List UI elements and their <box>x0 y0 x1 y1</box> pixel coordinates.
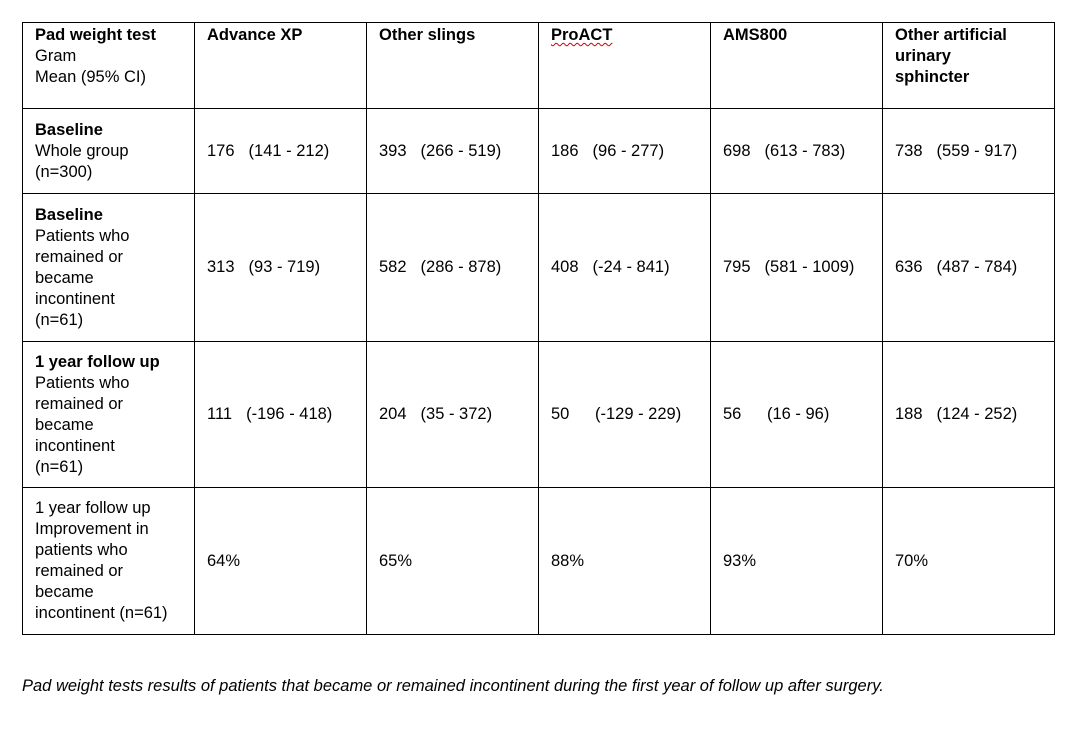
value-cell <box>367 194 539 342</box>
value-cell <box>195 342 367 488</box>
ci-value: (266 - 519) <box>420 141 502 160</box>
mean-value: 795 <box>723 258 751 276</box>
value-cell <box>883 342 1055 488</box>
row-label-bold: Baseline <box>35 120 103 139</box>
row-label-line: became <box>35 583 94 601</box>
row-label-line: (n=61) <box>35 457 84 476</box>
value-cell <box>195 488 367 635</box>
row-label-line: Improvement in <box>35 520 149 538</box>
mean-value: 582 <box>379 258 407 276</box>
mean-value: 698 <box>723 141 751 160</box>
mean-value: 204 <box>379 405 407 423</box>
value-cell <box>367 342 539 488</box>
percent-value: 64% <box>207 551 241 570</box>
ci-value: (559 - 917) <box>936 141 1018 160</box>
value-cell <box>195 194 367 342</box>
ci-value: (487 - 784) <box>936 258 1018 276</box>
value-cell <box>883 488 1055 635</box>
ci-value: (-24 - 841) <box>592 258 670 276</box>
value-cell <box>539 194 711 342</box>
ci-value: (141 - 212) <box>248 141 330 160</box>
value-cell <box>711 109 883 194</box>
percent-value: 93% <box>723 551 757 570</box>
header-advance-xp: Advance XP <box>207 26 303 44</box>
value-cell <box>711 342 883 488</box>
row-label-bold: Baseline <box>35 205 103 224</box>
ci-value: (93 - 719) <box>248 258 321 276</box>
row-label <box>23 194 195 342</box>
value-cell <box>195 109 367 194</box>
value-cell <box>883 109 1055 194</box>
mean-value: 176 <box>207 141 235 160</box>
row-label-line: patients who <box>35 541 128 559</box>
header-other-sphincter-line3: sphincter <box>895 68 970 86</box>
header-other-sphincter-line2: urinary <box>895 47 951 65</box>
value-cell <box>711 488 883 635</box>
header-cell-label <box>23 23 195 109</box>
mean-value: 313 <box>207 258 235 276</box>
table-row <box>23 109 1055 194</box>
row-label-line: incontinent (n=61) <box>35 604 168 622</box>
row-label-bold: 1 year follow up <box>35 352 160 371</box>
row-label-line: Whole group <box>35 141 129 160</box>
row-label-line: incontinent <box>35 436 115 455</box>
row-label-line: incontinent <box>35 289 115 308</box>
mean-value: 50 <box>551 405 570 423</box>
value-cell <box>539 109 711 194</box>
header-cell-other-sphincter <box>883 23 1055 109</box>
row-label-line: (n=300) <box>35 162 93 181</box>
row-label <box>23 488 195 635</box>
row-label-line: (n=61) <box>35 310 84 329</box>
value-cell <box>711 194 883 342</box>
table-row <box>23 194 1055 342</box>
mean-value: 186 <box>551 141 579 160</box>
table-caption: Pad weight tests results of patients that became or remained incontinent during the first year of follow up after surgery. <box>22 677 884 695</box>
ci-value: (581 - 1009) <box>764 258 855 276</box>
mean-value: 393 <box>379 141 407 160</box>
percent-value: 65% <box>379 551 413 570</box>
row-label-line: became <box>35 415 94 434</box>
header-other-sphincter-line1: Other artificial <box>895 26 1007 44</box>
value-cell <box>367 109 539 194</box>
table-row <box>23 488 1055 635</box>
mean-value: 408 <box>551 258 579 276</box>
ci-value: (613 - 783) <box>764 141 846 160</box>
mean-value: 738 <box>895 141 923 160</box>
row-label-line: remained or <box>35 394 124 413</box>
header-cell-ams800 <box>711 23 883 109</box>
ci-value: (-129 - 229) <box>595 405 682 423</box>
header-title: Pad weight test <box>35 26 157 44</box>
ci-value: (16 - 96) <box>767 405 830 423</box>
mean-value: 56 <box>723 405 742 423</box>
header-cell-proact <box>539 23 711 109</box>
row-label-line: remained or <box>35 562 124 580</box>
mean-value: 111 <box>207 405 233 423</box>
mean-value: 188 <box>895 405 923 423</box>
ci-value: (-196 - 418) <box>246 405 333 423</box>
pad-weight-table <box>22 22 1055 635</box>
header-cell-advance-xp <box>195 23 367 109</box>
value-cell <box>539 342 711 488</box>
ci-value: (96 - 277) <box>592 141 665 160</box>
ci-value: (35 - 372) <box>420 405 493 423</box>
row-label-line: Patients who <box>35 226 130 245</box>
row-label-line: became <box>35 268 94 287</box>
header-row <box>23 23 1055 109</box>
value-cell <box>883 194 1055 342</box>
header-other-slings: Other slings <box>379 26 476 44</box>
row-label-line: remained or <box>35 247 124 266</box>
row-label <box>23 342 195 488</box>
ci-value: (286 - 878) <box>420 258 502 276</box>
value-cell <box>539 488 711 635</box>
ci-value: (124 - 252) <box>936 405 1018 423</box>
header-unit: Gram <box>35 47 77 65</box>
row-label-line: Patients who <box>35 373 130 392</box>
header-proact: ProACT <box>551 26 613 44</box>
header-ams800: AMS800 <box>723 26 788 44</box>
row-label-line: 1 year follow up <box>35 499 151 517</box>
mean-value: 636 <box>895 258 923 276</box>
value-cell <box>367 488 539 635</box>
header-stat: Mean (95% CI) <box>35 68 146 86</box>
percent-value: 70% <box>895 551 929 570</box>
table-row <box>23 342 1055 488</box>
header-cell-other-slings <box>367 23 539 109</box>
percent-value: 88% <box>551 551 585 570</box>
row-label <box>23 109 195 194</box>
